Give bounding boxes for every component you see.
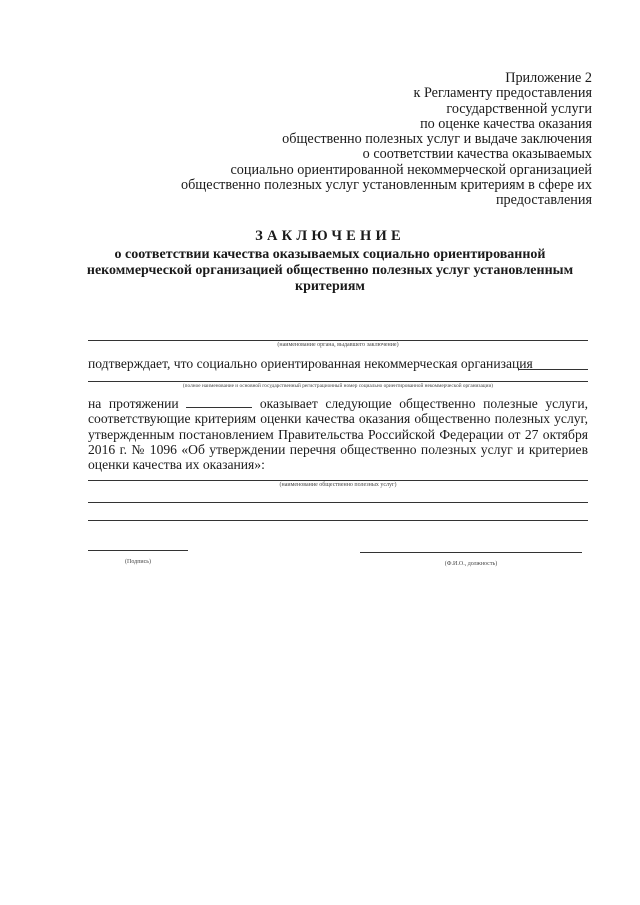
organization-field-line[interactable] (88, 381, 588, 382)
confirms-text: подтверждает, что социально ориентированная некоммерческая организация (88, 356, 533, 371)
issuer-caption: (наименование органа, выдавшего заключение) (277, 342, 399, 348)
body-line: утвержденным постановлением Правительства Российской Федерации от 27 октября (88, 426, 588, 442)
body-line-first (88, 396, 588, 411)
appendix-line: Приложение 2 (505, 70, 592, 86)
services-field-line[interactable] (88, 520, 588, 521)
name-position-caption: (Ф.И.О., должность) (444, 561, 498, 567)
document-subtitle-line: некоммерческой организацией общественно полезных услуг установленным (86, 263, 574, 278)
body-line-continuation: оказывает следующие общественно полезные услуги, (259, 396, 588, 411)
document-heading (70, 228, 590, 295)
document-subtitle-line: критериям (295, 279, 365, 294)
body-line: 2016 г. № 1096 «Об утверждении перечня общественно полезных услуг и критериев (88, 441, 588, 457)
appendix-line: к Регламенту предоставления (413, 85, 592, 102)
body-line: оценки качества их оказания»: (88, 457, 265, 473)
confirms-blank-field[interactable] (518, 369, 588, 370)
period-blank-field[interactable] (186, 396, 252, 408)
signature-caption: (Подпись) (124, 559, 152, 565)
document-subtitle-line: о соответствии качества оказываемых социально ориентированной (114, 247, 546, 262)
document-title: ЗАКЛЮЧЕНИЕ (255, 228, 405, 244)
appendix-line: общественно полезных услуг и выдаче заключения (282, 131, 592, 148)
body-line: соответствующие критериям оценки качества оказания общественно полезных услуг, (88, 411, 588, 427)
appendix-header (112, 71, 592, 209)
appendix-line: предоставления (495, 192, 592, 209)
services-field-line[interactable] (88, 502, 588, 503)
services-caption: (наименование общественно полезных услуг) (279, 482, 397, 488)
issuer-field-line[interactable] (88, 340, 588, 341)
name-position-field-line[interactable] (360, 552, 582, 553)
signature-field-line[interactable] (88, 550, 188, 551)
body-paragraph (88, 396, 588, 472)
appendix-line: о соответствии качества оказываемых (362, 146, 592, 163)
appendix-line: по оценке качества оказания (420, 115, 592, 132)
appendix-line: общественно полезных услуг установленным критериям в сфере их (181, 177, 592, 194)
services-field-line[interactable] (88, 480, 588, 481)
appendix-line: государственной услуги (446, 100, 592, 117)
organization-caption: (полное наименование и основной государственный регистрационный номер социально ориентированной некоммерческой организации) (182, 383, 494, 389)
appendix-line: социально ориентированной некоммерческой организацией (230, 161, 592, 178)
period-label: на протяжении (88, 396, 179, 411)
